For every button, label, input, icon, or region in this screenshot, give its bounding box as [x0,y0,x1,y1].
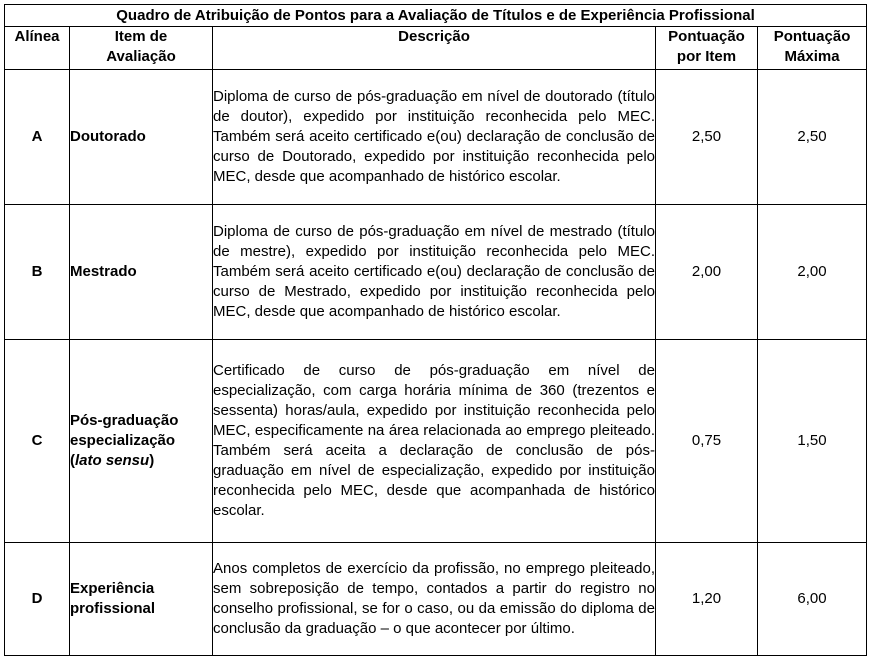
row-item [70,70,213,205]
header-item-line1: Item de [114,28,168,45]
row-item-line1: Mestrado [70,263,137,280]
header-pontuacao-item-line2: por Item [676,48,737,65]
header-pontuacao-maxima [758,27,867,70]
row-pontuacao-item: 2,00 [656,205,758,340]
table-row-d [5,543,867,656]
table-caption-row [5,5,867,27]
table-title: Quadro de Atribuição de Pontos para a Avaliação de Títulos e de Experiência Profissional [5,5,867,27]
table-row-a [5,70,867,205]
row-pontuacao-item: 0,75 [656,340,758,543]
row-item [70,340,213,543]
header-row [5,27,867,70]
row-item-line1: Pós-graduação [70,412,179,429]
header-alinea [5,27,70,70]
row-alinea: B [5,205,70,340]
header-descricao-label: Descrição [398,28,470,45]
points-table [4,4,867,656]
header-item [70,27,213,70]
row-item-paren-close: ) [149,452,155,469]
row-item-line2: especialização [70,432,176,449]
header-pontuacao-maxima-line1: Pontuação [773,28,851,45]
row-description: Certificado de curso de pós-graduação em nível de especialização, com carga horária mínima de 360 (trezentos e sessenta) horas/aula, expedido por instituição reconhecida pelo MEC, especificamente na área relacionada ao emprego pleiteado. Também será aceita a declaração de conclusão de pós-graduação em nível de especialização, expedido por instituição reconhecida pelo MEC, desde que acompanhada de histórico escolar. [213,340,656,543]
row-pontuacao-maxima: 6,00 [758,543,867,656]
row-alinea: C [5,340,70,543]
row-alinea: A [5,70,70,205]
table-row-b [5,205,867,340]
header-item-line2: Avaliação [106,48,176,65]
header-pontuacao-item-line1: Pontuação [668,28,745,45]
row-pontuacao-maxima: 2,00 [758,205,867,340]
row-item-paren-open: ( [70,452,75,469]
row-item-line3 [70,451,212,471]
row-pontuacao-maxima: 2,50 [758,70,867,205]
row-item-line1: Doutorado [70,128,146,145]
row-description: Diploma de curso de pós-graduação em nível de doutorado (título de doutor), expedido por instituição reconhecida pelo MEC. Também será aceito certificado e(ou) declaração de conclusão de curso de Doutorado, expedido por instituição reconhecida pelo MEC, desde que acompanhado de histórico escolar. [213,70,656,205]
table-row-c [5,340,867,543]
row-item [70,543,213,656]
row-description: Anos completos de exercício da profissão, no emprego pleiteado, sem sobreposição de tempo, contados a partir do registro no conselho profissional, se for o caso, ou da emissão do diploma de conclusão da graduação – o que acontecer por último. [213,543,656,656]
row-description: Diploma de curso de pós-graduação em nível de mestrado (título de mestre), expedido por instituição reconhecida pelo MEC. Também será aceito certificado e(ou) declaração de conclusão de curso de Mestrado, expedido por instituição reconhecida pelo MEC, desde que acompanhado de histórico escolar. [213,205,656,340]
row-pontuacao-maxima: 1,50 [758,340,867,543]
header-pontuacao-maxima-line2: Máxima [784,48,840,65]
row-item-line2: profissional [70,600,156,617]
row-item-italic: lato sensu [75,452,150,469]
header-descricao [213,27,656,70]
row-item-line1: Experiência [70,580,155,597]
header-alinea-label: Alínea [14,28,60,45]
row-pontuacao-item: 1,20 [656,543,758,656]
row-item [70,205,213,340]
row-pontuacao-item: 2,50 [656,70,758,205]
header-pontuacao-item [656,27,758,70]
row-alinea: D [5,543,70,656]
